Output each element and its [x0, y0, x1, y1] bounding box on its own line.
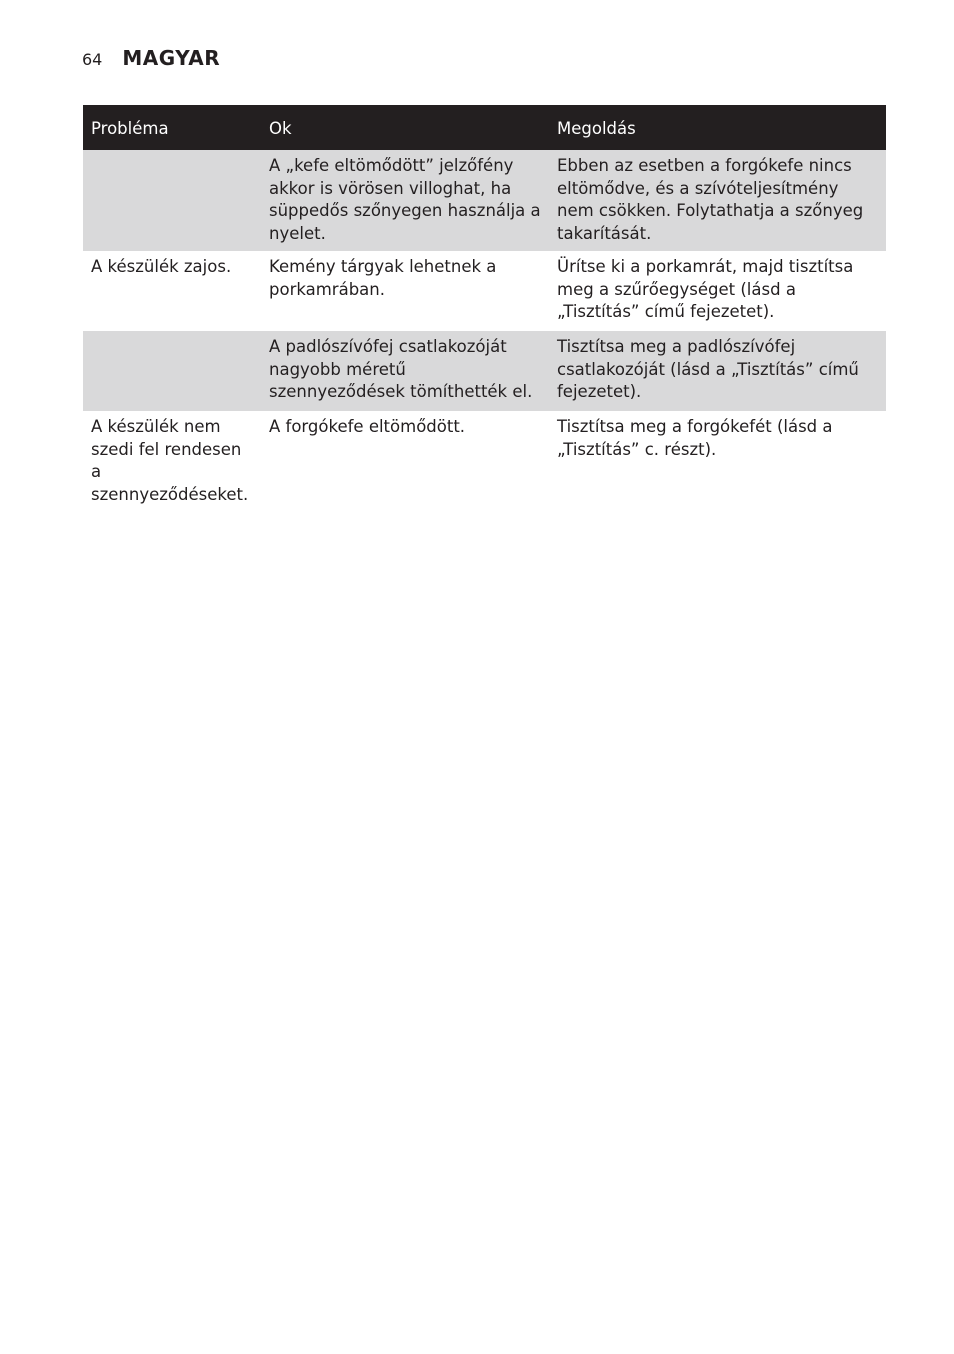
cell-solution: Ürítse ki a porkamrát, majd tisztítsa meg a szűrőegységet (lásd a „Tisztítás” című fejezetet). [557, 257, 854, 321]
cell-solution: Tisztítsa meg a forgókefét (lásd a „Tisztítás” c. részt). [557, 417, 833, 459]
column-header-solution: Megoldás [549, 105, 886, 150]
cell-cause: A „kefe eltömődött” jelzőfény akkor is vörösen villoghat, ha süppedős szőnyegen használja a nyelet. [261, 150, 549, 251]
table-row [83, 331, 886, 411]
cell-problem: A készülék zajos. [91, 257, 232, 276]
troubleshooting-table [83, 105, 886, 512]
cell-problem: A készülék nem szedi fel rendesen a szennyeződéseket. [91, 417, 249, 504]
cell-solution: Ebben az esetben a forgókefe nincs eltömődve, és a szívóteljesítmény nem csökken. Folytathatja a szőnyeg takarítását. [549, 150, 886, 251]
cell-solution: Tisztítsa meg a padlószívófej csatlakozóját (lásd a „Tisztítás” című fejezetet). [549, 331, 886, 411]
table-row [83, 251, 886, 331]
cell-cause: Kemény tárgyak lehetnek a porkamrában. [269, 257, 497, 299]
column-header-problem: Probléma [83, 105, 261, 150]
cell-cause: A forgókefe eltömődött. [269, 417, 466, 436]
cell-cause: A padlószívófej csatlakozóját nagyobb méretű szennyeződések tömíthették el. [261, 331, 549, 411]
table-header-row [83, 105, 886, 150]
cell-problem [83, 331, 261, 411]
table-row [83, 411, 886, 512]
column-header-cause: Ok [261, 105, 549, 150]
table-row [83, 150, 886, 251]
cell-problem [83, 150, 261, 251]
page-header [82, 46, 220, 70]
page-number: 64 [82, 50, 103, 69]
page-language-heading: MAGYAR [122, 46, 221, 70]
